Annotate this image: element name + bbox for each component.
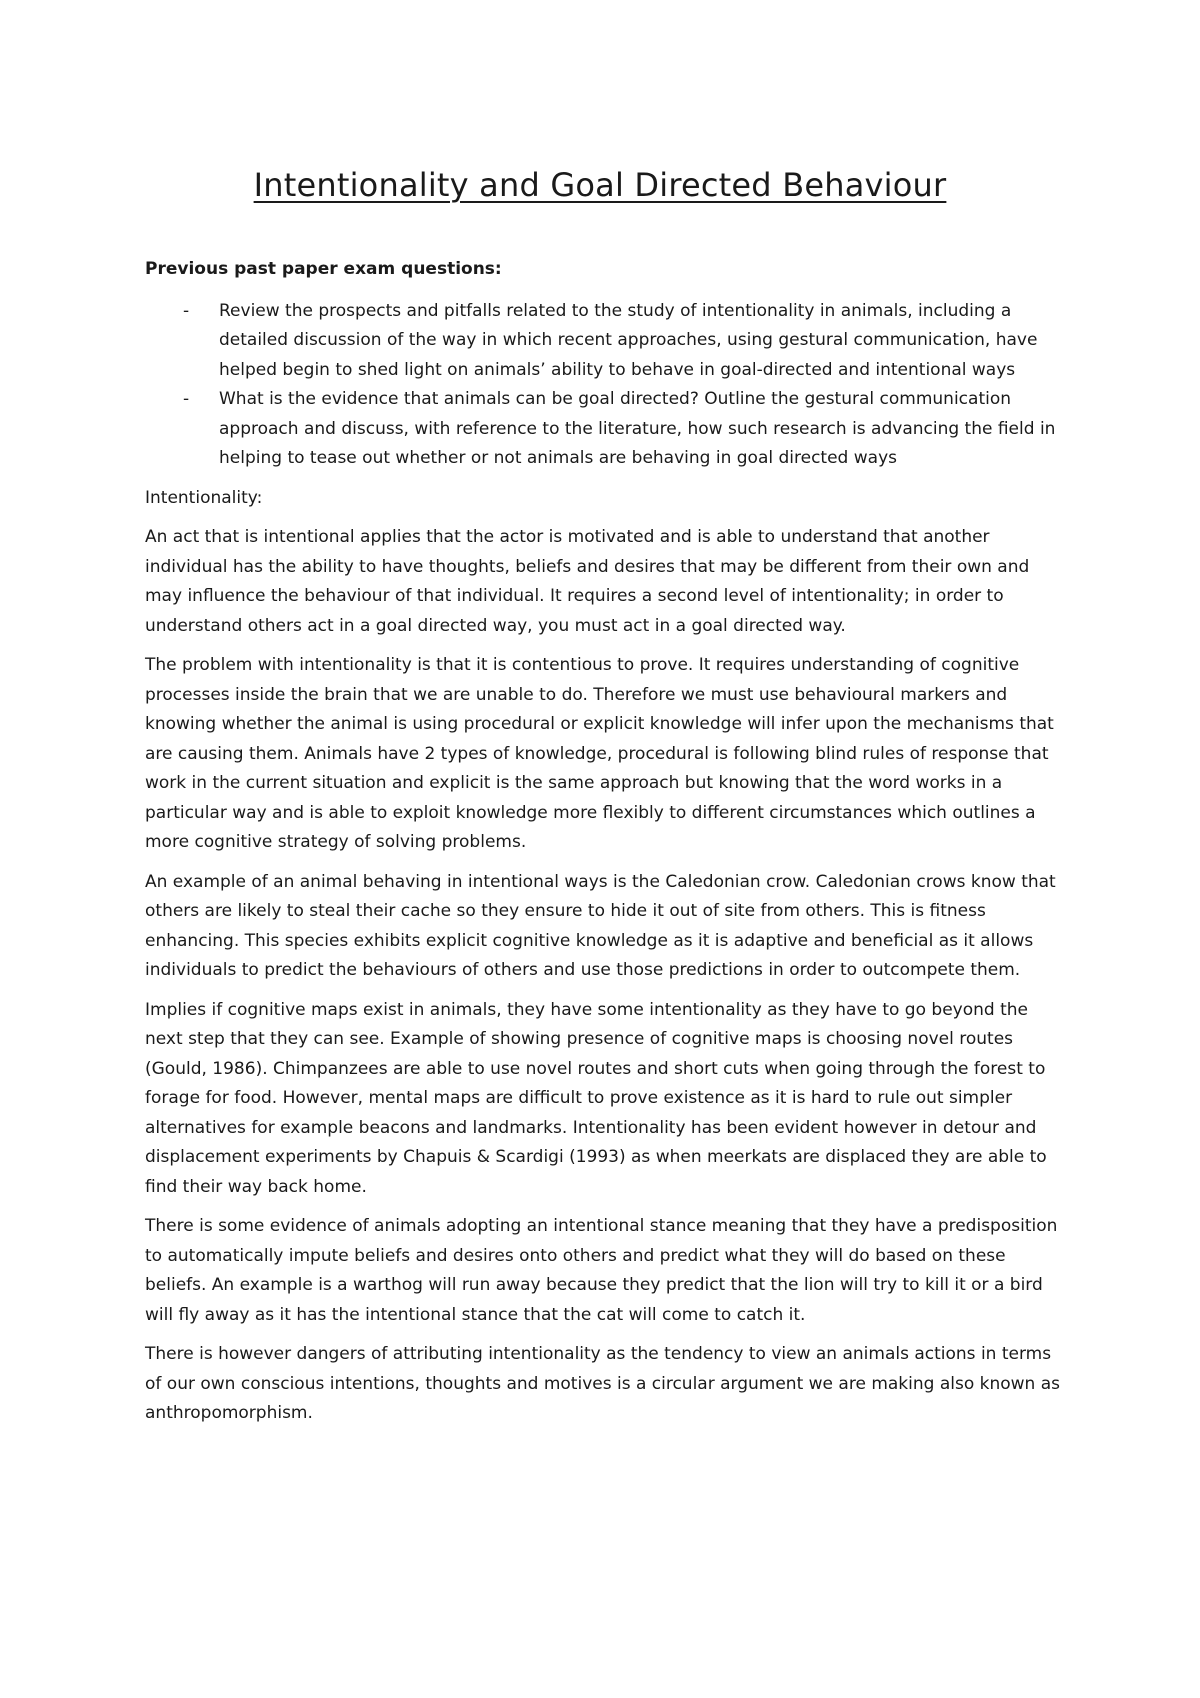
page-title: Intentionality and Goal Directed Behaviour	[253, 166, 947, 204]
exam-question-text: What is the evidence that animals can be goal directed? Outline the gestural communication approach and discuss, with reference to the literature, how such research is advancing the field in helping to tease out whether or not animals are behaving in goal directed ways	[219, 389, 1056, 468]
body-paragraph: An example of an animal behaving in intentional ways is the Caledonian crow. Caledonian crows know that others are likely to steal their cache so they ensure to hide it out of site from others. This is fitness enhancing. This species exhibits explicit cognitive knowledge as it is adaptive and beneficial as it allows individuals to predict the behaviours of others and use those predictions in order to outcompete them.	[145, 871, 1056, 980]
list-bullet: -	[183, 300, 190, 321]
document-body	[145, 255, 1060, 1439]
body-paragraph: There is however dangers of attributing intentionality as the tendency to view an animals actions in terms of our own conscious intentions, thoughts and motives is a circular argument we are making also known as anthropomorphism.	[145, 1344, 1061, 1423]
exam-question	[145, 385, 1060, 474]
body-paragraph: The problem with intentionality is that it is contentious to prove. It requires understanding of cognitive processes inside the brain that we are unable to do. Therefore we must use behavioural markers and knowing whether the animal is using procedural or explicit knowledge will infer upon the mechanisms that are causing them. Animals have 2 types of knowledge, procedural is following blind rules of response that work in the current situation and explicit is the same approach but knowing that the word works in a particular way and is able to exploit knowledge more flexibly to different circumstances which outlines a more cognitive strategy of solving problems.	[145, 655, 1054, 852]
section-heading-intentionality: Intentionality:	[145, 487, 263, 508]
body-paragraph: There is some evidence of animals adopting an intentional stance meaning that they have a predisposition to automatically impute beliefs and desires onto others and predict what they will do based on these beliefs. An example is a warthog will run away because they predict that the lion will try to kill it or a bird will fly away as it has the intentional stance that the cat will come to catch it.	[145, 1216, 1058, 1325]
list-bullet: -	[183, 389, 190, 409]
exam-question	[145, 297, 1060, 386]
body-paragraph: Implies if cognitive maps exist in animals, they have some intentionality as they have to go beyond the next step that they can see. Example of showing presence of cognitive maps is choosing novel routes (Gould, 1986). Chimpanzees are able to use novel routes and short cuts when going through the forest to forage for food. However, mental maps are difficult to prove existence as it is hard to rule out simpler alternatives for example beacons and landmarks. Intentionality has been evident however in detour and displacement experiments by Chapuis & Scardigi (1993) as when meerkats are displaced they are able to find their way back home.	[145, 999, 1047, 1197]
exam-question-list	[145, 297, 1060, 474]
body-paragraph: An act that is intentional applies that the actor is motivated and is able to understand that another individual has the ability to have thoughts, beliefs and desires that may be different from their own and may influence the behaviour of that individual. It requires a second level of intentionality; in order to understand others act in a goal directed way, you must act in a goal directed way.	[145, 527, 1030, 636]
exam-question-text: Review the prospects and pitfalls related to the study of intentionality in animals, including a detailed discussion of the way in which recent approaches, using gestural communication, have helped begin to shed light on animals’ ability to behave in goal-directed and intentional ways	[219, 300, 1038, 380]
questions-heading: Previous past paper exam questions:	[145, 259, 502, 279]
